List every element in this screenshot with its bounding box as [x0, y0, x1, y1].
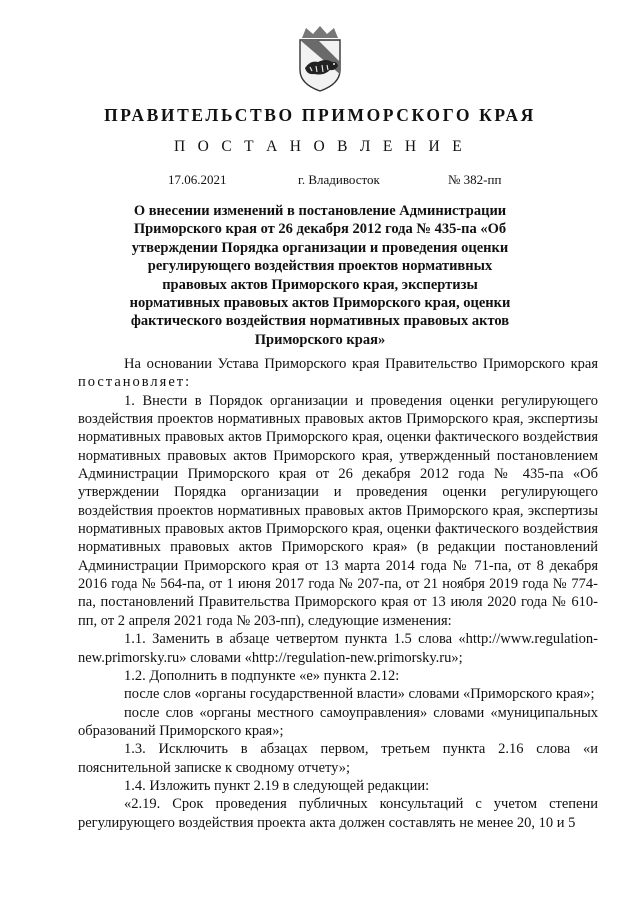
paragraph-1-1: 1.1. Заменить в абзаце четвертом пункта 1.5 слова «http://www.regulation-new.primorsky.ru» словами «http://regulation-new.primorsky.ru»; — [78, 631, 598, 666]
intro-paragraph — [78, 355, 598, 392]
paragraph-1-2-a: после слов «органы государственной власти» словами «Приморского края»; — [124, 686, 595, 703]
document-body — [78, 355, 598, 832]
document-type: П О С Т А Н О В Л Е Н И Е — [174, 138, 466, 155]
paragraph-1-2-b: после слов «органы местного самоуправления» словами «муниципальных образований Приморского края»; — [78, 704, 598, 739]
paragraph-1-4: 1.4. Изложить пункт 2.19 в следующей редакции: — [124, 777, 430, 794]
paragraph-2-19: «2.19. Срок проведения публичных консультаций с учетом степени регулирующего воздействия проекта акта должен составлять не менее 20, 10 и 5 — [78, 796, 598, 831]
paragraph-1: 1. Внести в Порядок организации и проведения оценки регулирующего воздействия проектов нормативных правовых актов Приморского края, экспертизы нормативных правовых актов Приморского края, оценки фактического воздействия нормативных правовых актов Приморского края, утвержденный постановлением Администрации Приморского края от 26 декабря 2012 года № 435-па «Об утверждении Порядка организации и проведения оценки регулирующего воздействия проектов нормативных правовых актов Приморского края, экспертизы нормативных правовых актов Приморского края, оценки фактического воздействия нормативных правовых актов Приморского края» (в редакции постановлений Администрации Приморского края от 13 марта 2014 года № 71-па, от 8 декабря 2016 года № 564-па, от 1 июня 2017 года № 207-па, от 21 ноября 2019 года № 774-па, постановлений Правительства Приморского края от 13 июля 2020 года № 610-пп, от 2 апреля 2021 года № 203-пп), следующие изменения: — [78, 392, 598, 629]
document-number: № 382-пп — [448, 172, 502, 187]
document-city: г. Владивосток — [298, 172, 380, 187]
document-subject: О внесении изменений в постановление Администрации Приморского края от 26 декабря 2012 года № 435-па «Об утверждении Порядка организации и проведения оценки регулирующего воздействия проектов нормативных правовых актов Приморского края, экспертизы нормативных правовых актов Приморского края, оценки фактического воздействия нормативных правовых актов Приморского края» — [129, 203, 511, 348]
paragraph-1-2: 1.2. Дополнить в подпункте «е» пункта 2.12: — [124, 667, 400, 684]
intro-verb: постановляет: — [78, 374, 192, 391]
document-date: 17.06.2021 — [168, 172, 227, 187]
coat-of-arms-tiger-icon — [296, 24, 344, 92]
intro-text: На основании Устава Приморского края Правительство Приморского края — [124, 356, 598, 372]
government-title: ПРАВИТЕЛЬСТВО ПРИМОРСКОГО КРАЯ — [104, 105, 536, 125]
paragraph-1-3: 1.3. Исключить в абзацах первом, третьем пункта 2.16 слова «и пояснительной записке к сводному отчету»; — [78, 741, 598, 776]
